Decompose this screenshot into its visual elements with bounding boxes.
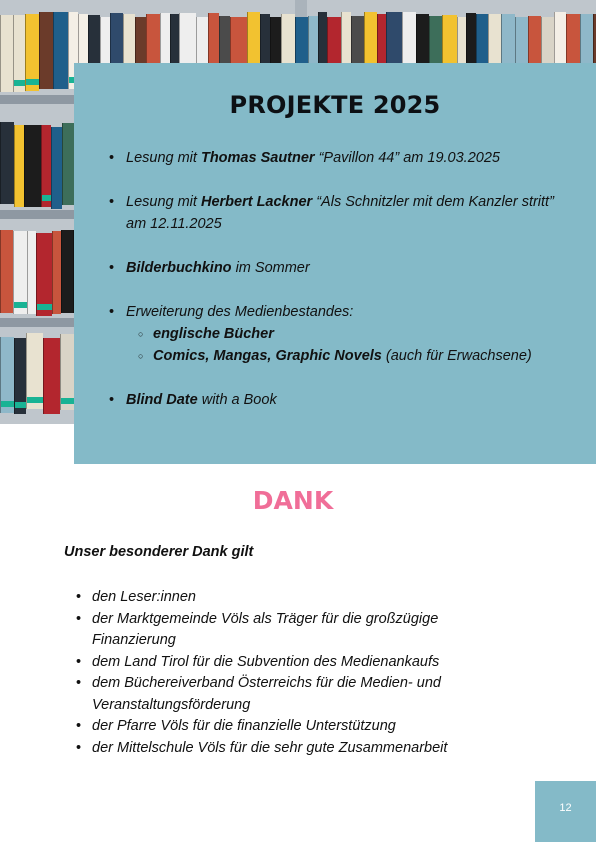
- thanks-intro: Unser besonderer Dank gilt: [64, 544, 254, 560]
- book-band: [14, 80, 25, 86]
- thanks-list: [92, 587, 522, 759]
- item-text: (auch für Erwachsene): [381, 348, 532, 364]
- sub-list-item: [153, 323, 571, 345]
- projects-list: [126, 147, 571, 433]
- thanks-title: DANK: [252, 486, 334, 515]
- book-spine: [0, 337, 14, 413]
- list-item: • der Pfarre Völs für die finanzielle Unterstützung: [92, 716, 522, 738]
- book-spine: [39, 12, 53, 89]
- book-spine: [43, 338, 60, 414]
- book-band: [37, 304, 52, 310]
- list-item: [126, 301, 571, 367]
- book-band: [26, 79, 39, 85]
- book-spine: [0, 122, 14, 204]
- item-highlight: Bilderbuchkino: [126, 260, 232, 276]
- item-text: Erweiterung des Medienbestandes:: [126, 304, 354, 320]
- item-text: Lesung mit: [126, 194, 201, 210]
- list-item: [126, 257, 571, 279]
- list-item: • der Marktgemeinde Völs als Träger für die großzügige Finanzierung: [92, 609, 522, 652]
- list-item: [126, 147, 571, 169]
- book-band: [42, 195, 51, 201]
- book-spine: [14, 338, 26, 414]
- book-band: [15, 402, 26, 408]
- item-text: “Als Schnitzler mit dem Kanzler stritt” am 12.11.2025: [126, 194, 554, 232]
- media-sublist: [126, 323, 571, 367]
- projects-title: PROJEKTE 2025: [229, 91, 441, 119]
- item-text: “Pavillon 44” am 19.03.2025: [314, 150, 500, 166]
- book-band: [27, 397, 43, 403]
- item-highlight: englische Bücher: [153, 326, 274, 342]
- book-spine: [24, 125, 41, 207]
- book-spine: [41, 125, 51, 207]
- item-text: im Sommer: [231, 260, 310, 276]
- book-band: [1, 401, 14, 407]
- book-spine: [51, 127, 62, 209]
- book-spine: [14, 125, 24, 207]
- author-name: Herbert Lackner: [200, 194, 313, 210]
- book-spine: [26, 333, 43, 409]
- sub-list-item: [153, 345, 571, 367]
- book-spine: [25, 14, 39, 91]
- list-item: • der Mittelschule Völs für die sehr gute Zusammenarbeit: [92, 738, 522, 760]
- list-item: • den Leser:innen: [92, 587, 522, 609]
- book-spine: [52, 231, 61, 314]
- book-spine: [0, 230, 13, 313]
- list-item: • dem Land Tirol für die Subvention des Medienankaufs: [92, 652, 522, 674]
- book-spine: [53, 12, 68, 89]
- item-highlight: Comics, Mangas, Graphic Novels: [153, 348, 382, 364]
- list-item: [126, 389, 571, 411]
- book-spine: [13, 231, 27, 314]
- item-highlight: Blind Date: [126, 392, 198, 408]
- book-spine: [36, 233, 52, 316]
- book-spine: [61, 230, 73, 313]
- book-spine: [27, 231, 36, 314]
- book-band: [14, 302, 27, 308]
- list-item: [126, 191, 571, 235]
- book-spine: [13, 15, 25, 92]
- page-number: 12: [559, 802, 572, 814]
- item-text: with a Book: [197, 392, 277, 408]
- list-item: • dem Büchereiverband Österreichs für die Medien- und Veranstaltungsförderung: [92, 673, 522, 716]
- author-name: Thomas Sautner: [200, 150, 315, 166]
- item-text: Lesung mit: [126, 150, 201, 166]
- book-spine: [0, 15, 13, 92]
